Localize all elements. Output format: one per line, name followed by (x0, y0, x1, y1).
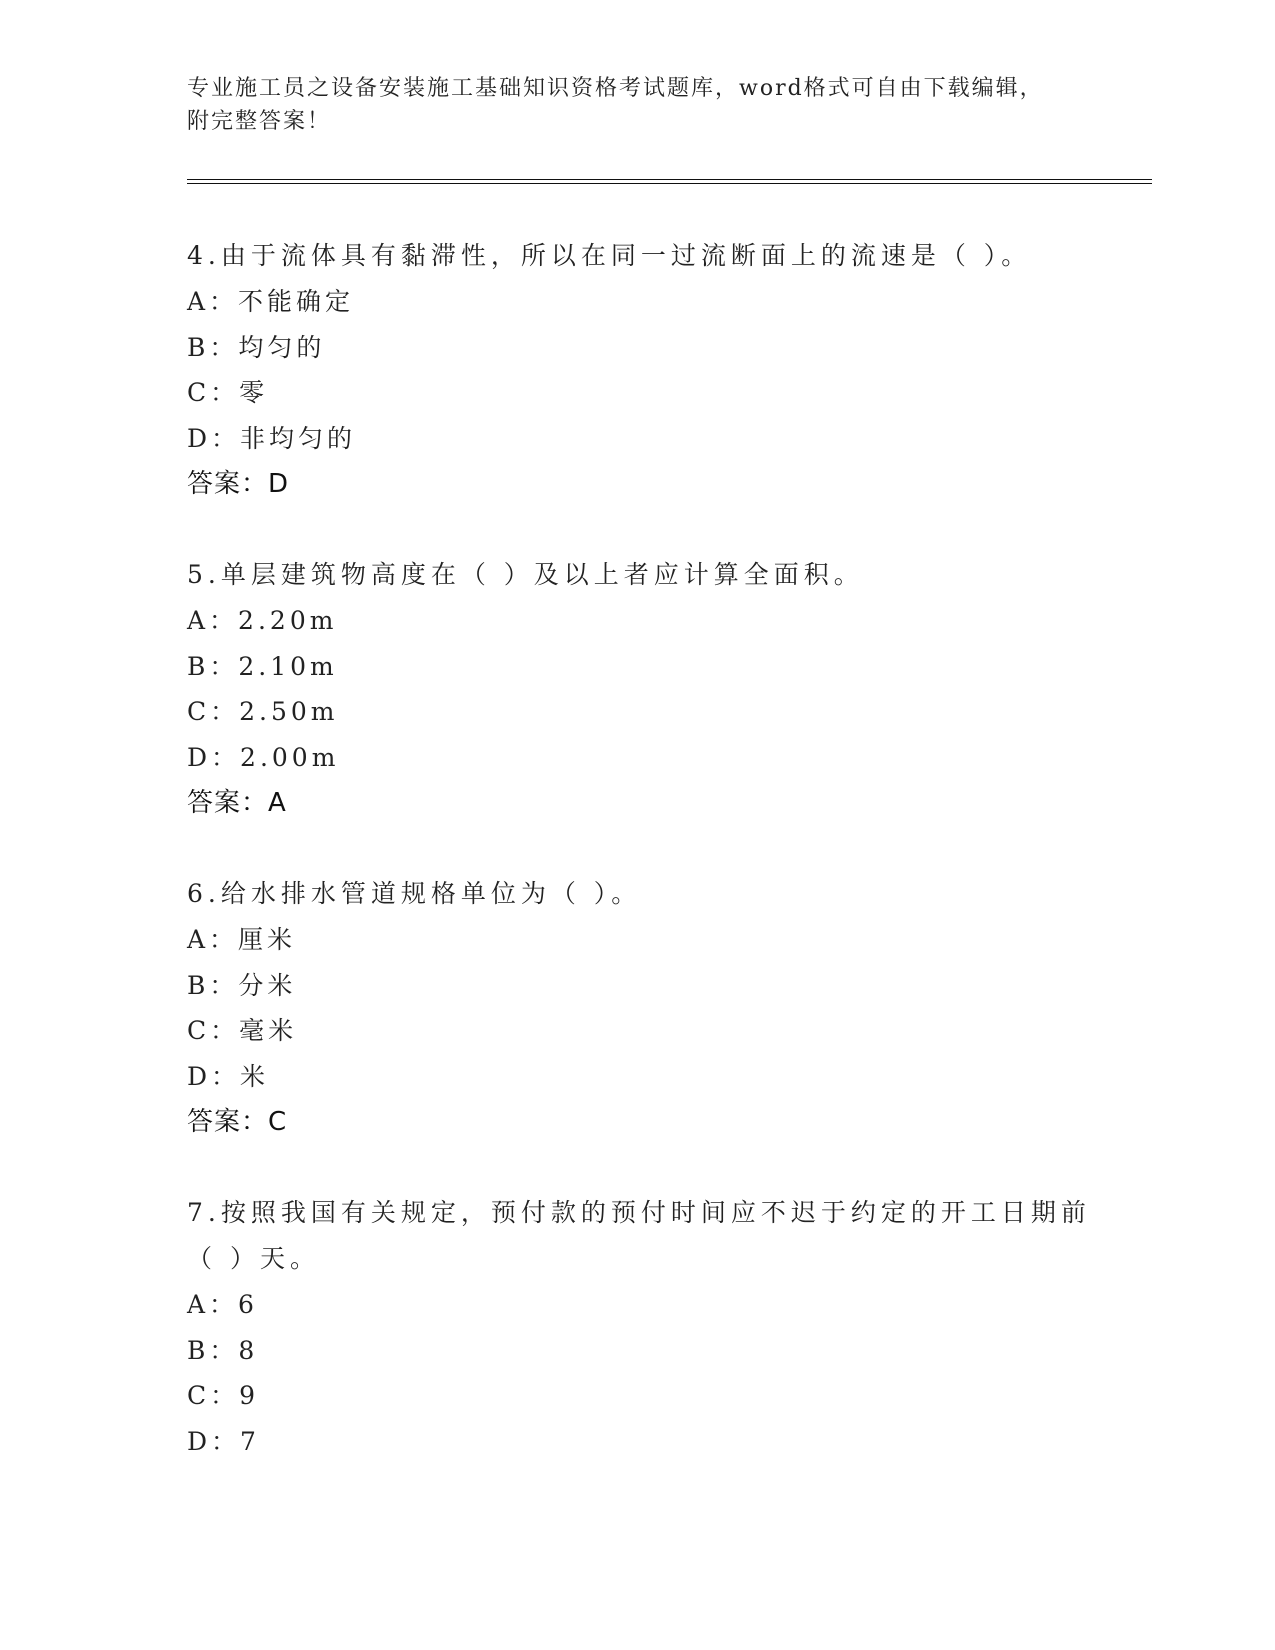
option-a: A：厘米 (187, 925, 297, 954)
option-d: D：2.00m (187, 742, 340, 772)
answer: 答案：D (187, 469, 290, 499)
header-title-line-1: 专业施工员之设备安装施工基础知识资格考试题库，word格式可自由下载编辑， (187, 76, 1044, 101)
option-d: D：非均匀的 (187, 423, 357, 453)
header-title-line-2: 附完整答案！ (187, 109, 332, 134)
option-d: D：7 (187, 1426, 260, 1456)
option-b: B：2.10m (187, 651, 338, 681)
option-b: B：均匀的 (187, 332, 326, 362)
question-4 (187, 233, 1087, 507)
option-a: A：不能确定 (187, 287, 355, 316)
answer: 答案：C (187, 1107, 288, 1137)
question-5 (187, 552, 1087, 826)
option-a: A：6 (187, 1290, 258, 1319)
question-text-line-1: 7.按照我国有关规定，预付款的预付时间应不迟于约定的开工日期前 (187, 1198, 1091, 1227)
option-a: A：2.20m (187, 606, 338, 635)
option-c: C：2.50m (187, 697, 339, 726)
option-d: D：米 (187, 1061, 270, 1091)
option-c: C：毫米 (187, 1016, 298, 1045)
question-text: 5.单层建筑物高度在（ ）及以上者应计算全面积。 (187, 560, 864, 589)
question-6 (187, 871, 1087, 1145)
option-b: B：分米 (187, 970, 297, 1000)
header-divider-top (187, 179, 1152, 180)
question-text: 6.给水排水管道规格单位为（ ）。 (187, 879, 642, 908)
option-c: C：9 (187, 1381, 260, 1410)
option-b: B：8 (187, 1335, 259, 1365)
document-header (187, 72, 1087, 138)
header-divider-bottom (187, 183, 1152, 184)
answer: 答案：A (187, 788, 287, 818)
question-7 (187, 1190, 1091, 1464)
question-text-line-2: （ ）天。 (187, 1244, 320, 1273)
question-text: 4.由于流体具有黏滞性，所以在同一过流断面上的流速是（ ）。 (187, 241, 1032, 270)
option-c: C：零 (187, 378, 269, 407)
